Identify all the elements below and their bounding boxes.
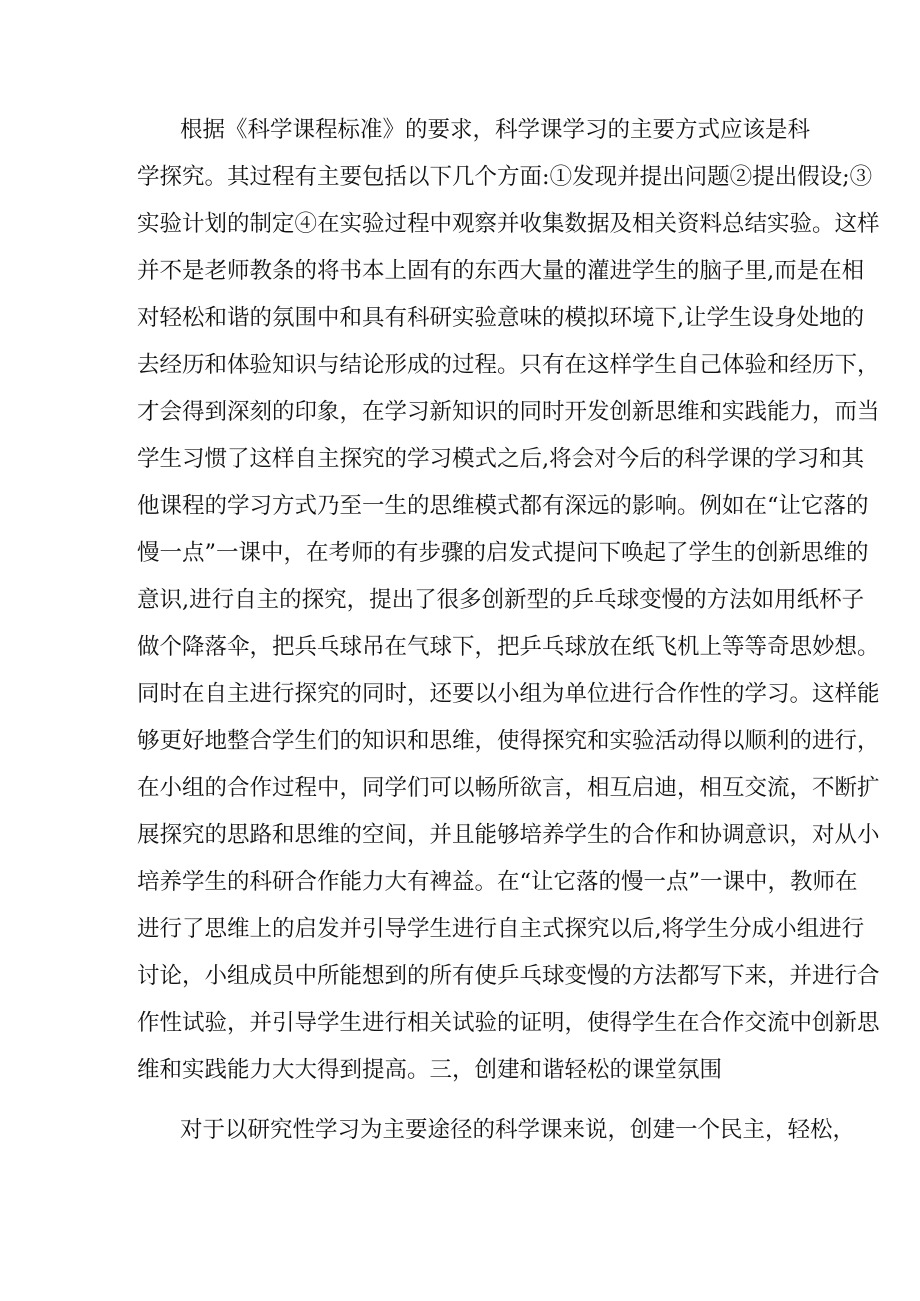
text-line: 进行了思维上的启发并引导学生进行自主式探究以后,将学生分成小组进行: [137, 916, 865, 942]
text-line: 才会得到深刻的印象，在学习新知识的同时开发创新思维和实践能力，而当: [137, 399, 880, 425]
text-line: 作性试验，并引导学生进行相关试验的证明，使得学生在合作交流中创新思: [137, 1010, 880, 1036]
text-line: 对轻松和谐的氛围中和具有科研实验意味的模拟环境下,让学生设身处地的: [137, 305, 865, 331]
text-line: 去经历和体验知识与结论形成的过程。只有在这样学生自己体验和经历下，: [137, 352, 880, 378]
text-line: 对于以研究性学习为主要途径的科学课来说，创建一个民主，轻松，: [180, 1117, 856, 1143]
text-line: 做个降落伞，把兵乓球吊在气球下，把乒乓球放在纸飞机上等等奇思妙想。: [137, 634, 880, 660]
text-line: 并不是老师教条的将书本上固有的东西大量的灌进学生的脑子里,而是在相: [137, 258, 865, 284]
text-line: 同时在自主进行探究的同时，还要以小组为单位进行合作性的学习。这样能: [137, 681, 880, 707]
text-line: 在小组的合作过程中，同学们可以畅所欲言，相互启迪，相互交流，不断扩: [137, 775, 880, 801]
text-line: 学探究。其过程有主要包括以下几个方面:①发现并提出问题②提出假设;③: [137, 164, 873, 190]
text-line: 讨论，小组成员中所能想到的所有使乒乓球变慢的方法都写下来，并进行合: [137, 963, 880, 989]
text-line: 根据《科学课程标准》的要求，科学课学习的主要方式应该是科: [180, 117, 811, 143]
text-line: 维和实践能力大大得到提高。三，创建和谐轻松的课堂氛围: [137, 1057, 723, 1083]
text-line: 学生习惯了这样自主探究的学习模式之后,将会对今后的科学课的学习和其: [137, 446, 865, 472]
text-line: 慢一点”一课中，在考师的有步骤的启发式提问下唤起了学生的创新思维的: [137, 540, 869, 566]
text-line: 够更好地整合学生们的知识和思维，使得探究和实验活动得以顺利的进行，: [137, 728, 880, 754]
text-line: 培养学生的科研合作能力大有裨益。在“让它落的慢一点”一课中，教师在: [137, 869, 858, 895]
text-line: 实验计划的制定④在实验过程中观察并收集数据及相关资料总结实验。这样: [137, 211, 880, 237]
text-line: 他课程的学习方式乃至一生的思维模式都有深远的影响。例如在“让它落的: [137, 493, 869, 519]
text-line: 展探究的思路和思维的空间，并且能够培养学生的合作和协调意识，对从小: [137, 822, 880, 848]
text-line: 意识,进行自主的探究，提出了很多创新型的乒乓球变慢的方法如用纸杯子: [137, 587, 865, 613]
